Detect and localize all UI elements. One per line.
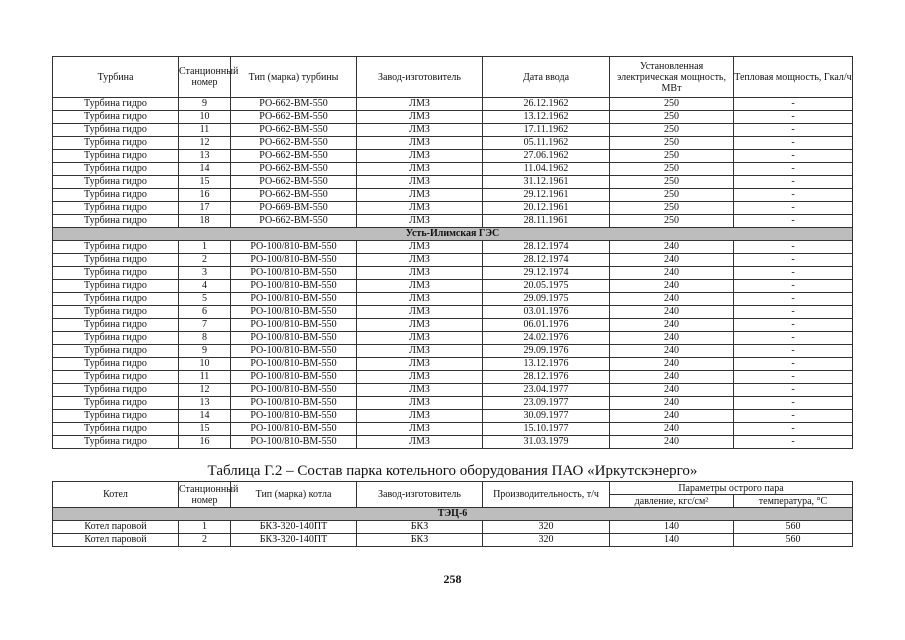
cell-station-number: 17 <box>179 202 231 215</box>
cell-boiler: Котел паровой <box>53 534 179 547</box>
cell-manufacturer: ЛМЗ <box>357 397 483 410</box>
cell-heat-capacity: - <box>734 215 853 228</box>
cell-station-number: 15 <box>179 423 231 436</box>
cell-turbine: Турбина гидро <box>53 215 179 228</box>
cell-type: РО-100/810-ВМ-550 <box>231 254 357 267</box>
cell-manufacturer: ЛМЗ <box>357 241 483 254</box>
section-row <box>53 228 853 241</box>
cell-commission-date: 03.01.1976 <box>483 306 610 319</box>
header-manufacturer: Завод-изготовитель <box>357 57 483 98</box>
cell-station-number: 9 <box>179 345 231 358</box>
cell-type: РО-100/810-ВМ-550 <box>231 384 357 397</box>
cell-type: РО-100/810-ВМ-550 <box>231 436 357 449</box>
table-row <box>53 423 853 436</box>
header-temperature: температура, °С <box>734 495 853 508</box>
cell-station-number: 16 <box>179 436 231 449</box>
cell-heat-capacity: - <box>734 306 853 319</box>
cell-turbine: Турбина гидро <box>53 306 179 319</box>
cell-type: РО-100/810-ВМ-550 <box>231 293 357 306</box>
cell-turbine: Турбина гидро <box>53 319 179 332</box>
table-row <box>53 189 853 202</box>
cell-manufacturer: ЛМЗ <box>357 137 483 150</box>
cell-commission-date: 30.09.1977 <box>483 410 610 423</box>
cell-type: РО-100/810-ВМ-550 <box>231 267 357 280</box>
cell-electric-capacity: 250 <box>610 111 734 124</box>
turbine-table <box>52 56 853 449</box>
cell-station-number: 2 <box>179 254 231 267</box>
cell-station-number: 2 <box>179 534 231 547</box>
cell-commission-date: 27.06.1962 <box>483 150 610 163</box>
cell-turbine: Турбина гидро <box>53 345 179 358</box>
cell-manufacturer: ЛМЗ <box>357 202 483 215</box>
cell-heat-capacity: - <box>734 293 853 306</box>
cell-turbine: Турбина гидро <box>53 410 179 423</box>
cell-commission-date: 13.12.1976 <box>483 358 610 371</box>
cell-station-number: 6 <box>179 306 231 319</box>
cell-type: РО-662-ВМ-550 <box>231 111 357 124</box>
cell-electric-capacity: 240 <box>610 384 734 397</box>
header-heat-capacity: Тепловая мощность, Гкал/ч <box>734 57 853 98</box>
cell-commission-date: 23.09.1977 <box>483 397 610 410</box>
cell-heat-capacity: - <box>734 436 853 449</box>
cell-manufacturer: ЛМЗ <box>357 150 483 163</box>
cell-manufacturer: БКЗ <box>357 534 483 547</box>
table-row <box>53 176 853 189</box>
cell-turbine: Турбина гидро <box>53 332 179 345</box>
cell-manufacturer: ЛМЗ <box>357 306 483 319</box>
table-row <box>53 293 853 306</box>
cell-heat-capacity: - <box>734 189 853 202</box>
cell-electric-capacity: 240 <box>610 293 734 306</box>
cell-electric-capacity: 240 <box>610 254 734 267</box>
cell-station-number: 13 <box>179 150 231 163</box>
cell-station-number: 18 <box>179 215 231 228</box>
cell-commission-date: 28.12.1974 <box>483 241 610 254</box>
cell-manufacturer: ЛМЗ <box>357 254 483 267</box>
cell-station-number: 15 <box>179 176 231 189</box>
table-row <box>53 384 853 397</box>
cell-commission-date: 29.09.1976 <box>483 345 610 358</box>
header-boiler-type: Тип (марка) котла <box>231 482 357 508</box>
header-turbine: Турбина <box>53 57 179 98</box>
section-row <box>53 508 853 521</box>
cell-commission-date: 17.11.1962 <box>483 124 610 137</box>
cell-type: БКЗ-320-140ПТ <box>231 521 357 534</box>
boiler-table <box>52 481 853 547</box>
cell-type: РО-662-ВМ-550 <box>231 189 357 202</box>
cell-commission-date: 29.09.1975 <box>483 293 610 306</box>
cell-type: РО-662-ВМ-550 <box>231 215 357 228</box>
table-row <box>53 306 853 319</box>
table-row <box>53 124 853 137</box>
cell-type: РО-100/810-ВМ-550 <box>231 241 357 254</box>
header-pressure: давление, кгс/см² <box>610 495 734 508</box>
header-station-number: Станционный номер <box>179 57 231 98</box>
cell-type: РО-662-ВМ-550 <box>231 98 357 111</box>
cell-heat-capacity: - <box>734 163 853 176</box>
table-row <box>53 137 853 150</box>
cell-type: РО-100/810-ВМ-550 <box>231 332 357 345</box>
table-row <box>53 358 853 371</box>
cell-heat-capacity: - <box>734 397 853 410</box>
cell-commission-date: 31.12.1961 <box>483 176 610 189</box>
header-boiler: Котел <box>53 482 179 508</box>
cell-station-number: 9 <box>179 98 231 111</box>
cell-type: РО-662-ВМ-550 <box>231 163 357 176</box>
cell-turbine: Турбина гидро <box>53 384 179 397</box>
header-commission-date: Дата ввода <box>483 57 610 98</box>
cell-turbine: Турбина гидро <box>53 150 179 163</box>
cell-station-number: 11 <box>179 124 231 137</box>
cell-type: РО-662-ВМ-550 <box>231 176 357 189</box>
cell-electric-capacity: 240 <box>610 345 734 358</box>
cell-station-number: 10 <box>179 111 231 124</box>
cell-manufacturer: ЛМЗ <box>357 124 483 137</box>
cell-manufacturer: ЛМЗ <box>357 358 483 371</box>
cell-electric-capacity: 240 <box>610 306 734 319</box>
table-row <box>53 397 853 410</box>
cell-commission-date: 24.02.1976 <box>483 332 610 345</box>
cell-electric-capacity: 250 <box>610 215 734 228</box>
cell-type: РО-100/810-ВМ-550 <box>231 423 357 436</box>
cell-heat-capacity: - <box>734 241 853 254</box>
cell-commission-date: 06.01.1976 <box>483 319 610 332</box>
cell-turbine: Турбина гидро <box>53 241 179 254</box>
cell-station-number: 1 <box>179 241 231 254</box>
turbine-table-header <box>53 57 853 98</box>
cell-manufacturer: ЛМЗ <box>357 423 483 436</box>
cell-commission-date: 23.04.1977 <box>483 384 610 397</box>
table-row <box>53 410 853 423</box>
cell-station-number: 3 <box>179 267 231 280</box>
table-row <box>53 111 853 124</box>
boiler-table-header <box>53 482 853 495</box>
cell-turbine: Турбина гидро <box>53 280 179 293</box>
cell-electric-capacity: 250 <box>610 176 734 189</box>
cell-manufacturer: ЛМЗ <box>357 98 483 111</box>
cell-manufacturer: ЛМЗ <box>357 319 483 332</box>
cell-commission-date: 20.12.1961 <box>483 202 610 215</box>
cell-station-number: 1 <box>179 521 231 534</box>
cell-type: РО-100/810-ВМ-550 <box>231 397 357 410</box>
cell-electric-capacity: 240 <box>610 332 734 345</box>
cell-electric-capacity: 250 <box>610 98 734 111</box>
cell-electric-capacity: 240 <box>610 267 734 280</box>
cell-electric-capacity: 250 <box>610 124 734 137</box>
cell-turbine: Турбина гидро <box>53 397 179 410</box>
cell-station-number: 14 <box>179 410 231 423</box>
cell-heat-capacity: - <box>734 371 853 384</box>
table-row <box>53 436 853 449</box>
cell-manufacturer: ЛМЗ <box>357 176 483 189</box>
page-number: 258 <box>443 572 462 586</box>
cell-commission-date: 11.04.1962 <box>483 163 610 176</box>
cell-type: РО-100/810-ВМ-550 <box>231 319 357 332</box>
cell-station-number: 4 <box>179 280 231 293</box>
table-row <box>53 241 853 254</box>
cell-commission-date: 29.12.1974 <box>483 267 610 280</box>
cell-turbine: Турбина гидро <box>53 202 179 215</box>
cell-type: БКЗ-320-140ПТ <box>231 534 357 547</box>
cell-manufacturer: ЛМЗ <box>357 163 483 176</box>
cell-temperature: 560 <box>734 534 853 547</box>
cell-heat-capacity: - <box>734 319 853 332</box>
cell-station-number: 13 <box>179 397 231 410</box>
header-steam-params: Параметры острого пара <box>610 482 853 495</box>
cell-station-number: 12 <box>179 137 231 150</box>
cell-commission-date: 28.12.1974 <box>483 254 610 267</box>
cell-station-number: 16 <box>179 189 231 202</box>
cell-manufacturer: ЛМЗ <box>357 111 483 124</box>
cell-commission-date: 20.05.1975 <box>483 280 610 293</box>
cell-manufacturer: ЛМЗ <box>357 384 483 397</box>
cell-pressure: 140 <box>610 521 734 534</box>
cell-type: РО-662-ВМ-550 <box>231 137 357 150</box>
table-row <box>53 521 853 534</box>
table-row <box>53 267 853 280</box>
cell-type: РО-100/810-ВМ-550 <box>231 280 357 293</box>
cell-electric-capacity: 240 <box>610 358 734 371</box>
header-manufacturer: Завод-изготовитель <box>357 482 483 508</box>
cell-electric-capacity: 240 <box>610 319 734 332</box>
cell-electric-capacity: 250 <box>610 137 734 150</box>
cell-heat-capacity: - <box>734 423 853 436</box>
cell-station-number: 10 <box>179 358 231 371</box>
cell-turbine: Турбина гидро <box>53 124 179 137</box>
cell-turbine: Турбина гидро <box>53 98 179 111</box>
cell-turbine: Турбина гидро <box>53 163 179 176</box>
cell-heat-capacity: - <box>734 111 853 124</box>
table-row <box>53 254 853 267</box>
cell-heat-capacity: - <box>734 98 853 111</box>
cell-manufacturer: БКЗ <box>357 521 483 534</box>
cell-type: РО-100/810-ВМ-550 <box>231 410 357 423</box>
cell-manufacturer: ЛМЗ <box>357 189 483 202</box>
cell-electric-capacity: 240 <box>610 397 734 410</box>
cell-turbine: Турбина гидро <box>53 267 179 280</box>
cell-turbine: Турбина гидро <box>53 137 179 150</box>
cell-heat-capacity: - <box>734 280 853 293</box>
cell-manufacturer: ЛМЗ <box>357 436 483 449</box>
cell-turbine: Турбина гидро <box>53 189 179 202</box>
cell-type: РО-662-ВМ-550 <box>231 150 357 163</box>
cell-manufacturer: ЛМЗ <box>357 332 483 345</box>
table-row <box>53 215 853 228</box>
cell-manufacturer: ЛМЗ <box>357 280 483 293</box>
cell-heat-capacity: - <box>734 137 853 150</box>
cell-turbine: Турбина гидро <box>53 293 179 306</box>
table-row <box>53 163 853 176</box>
cell-electric-capacity: 240 <box>610 423 734 436</box>
cell-heat-capacity: - <box>734 358 853 371</box>
cell-heat-capacity: - <box>734 410 853 423</box>
cell-capacity: 320 <box>483 521 610 534</box>
cell-heat-capacity: - <box>734 384 853 397</box>
cell-station-number: 8 <box>179 332 231 345</box>
table-row <box>53 280 853 293</box>
cell-manufacturer: ЛМЗ <box>357 215 483 228</box>
cell-commission-date: 13.12.1962 <box>483 111 610 124</box>
cell-turbine: Турбина гидро <box>53 254 179 267</box>
cell-turbine: Турбина гидро <box>53 111 179 124</box>
cell-manufacturer: ЛМЗ <box>357 267 483 280</box>
cell-station-number: 5 <box>179 293 231 306</box>
cell-type: РО-100/810-ВМ-550 <box>231 358 357 371</box>
cell-heat-capacity: - <box>734 332 853 345</box>
cell-turbine: Турбина гидро <box>53 176 179 189</box>
cell-manufacturer: ЛМЗ <box>357 371 483 384</box>
header-station-number: Станционный номер <box>179 483 239 506</box>
table-row <box>53 371 853 384</box>
cell-capacity: 320 <box>483 534 610 547</box>
cell-commission-date: 26.12.1962 <box>483 98 610 111</box>
cell-turbine: Турбина гидро <box>53 358 179 371</box>
table-row <box>53 202 853 215</box>
table-row <box>53 332 853 345</box>
header-electric-capacity: Установленная электрическая мощность, МВт <box>610 57 734 98</box>
cell-electric-capacity: 240 <box>610 410 734 423</box>
table-row <box>53 319 853 332</box>
cell-type: РО-100/810-ВМ-550 <box>231 345 357 358</box>
section-label-ust-ilimsk: Усть-Илимская ГЭС <box>53 228 853 241</box>
cell-manufacturer: ЛМЗ <box>357 345 483 358</box>
cell-electric-capacity: 250 <box>610 202 734 215</box>
cell-heat-capacity: - <box>734 345 853 358</box>
cell-heat-capacity: - <box>734 176 853 189</box>
cell-commission-date: 28.11.1961 <box>483 215 610 228</box>
cell-type: РО-669-ВМ-550 <box>231 202 357 215</box>
cell-heat-capacity: - <box>734 150 853 163</box>
cell-station-number: 12 <box>179 384 231 397</box>
header-turbine-type: Тип (марка) турбины <box>231 57 357 98</box>
cell-turbine: Турбина гидро <box>53 423 179 436</box>
cell-type: РО-100/810-ВМ-550 <box>231 306 357 319</box>
cell-commission-date: 31.03.1979 <box>483 436 610 449</box>
cell-temperature: 560 <box>734 521 853 534</box>
cell-station-number: 7 <box>179 319 231 332</box>
table-row <box>53 150 853 163</box>
cell-turbine: Турбина гидро <box>53 436 179 449</box>
cell-heat-capacity: - <box>734 254 853 267</box>
cell-electric-capacity: 250 <box>610 163 734 176</box>
cell-manufacturer: ЛМЗ <box>357 293 483 306</box>
cell-heat-capacity: - <box>734 124 853 137</box>
cell-turbine: Турбина гидро <box>53 371 179 384</box>
cell-station-number: 11 <box>179 371 231 384</box>
cell-commission-date: 05.11.1962 <box>483 137 610 150</box>
cell-commission-date: 29.12.1961 <box>483 189 610 202</box>
table-caption: Таблица Г.2 – Состав парка котельного оборудования ПАО «Иркутскэнерго» <box>207 463 698 479</box>
cell-commission-date: 28.12.1976 <box>483 371 610 384</box>
cell-electric-capacity: 240 <box>610 280 734 293</box>
cell-pressure: 140 <box>610 534 734 547</box>
table-row <box>53 98 853 111</box>
cell-electric-capacity: 240 <box>610 436 734 449</box>
cell-electric-capacity: 250 <box>610 189 734 202</box>
cell-electric-capacity: 250 <box>610 150 734 163</box>
cell-boiler: Котел паровой <box>53 521 179 534</box>
cell-manufacturer: ЛМЗ <box>357 410 483 423</box>
table-row <box>53 534 853 547</box>
section-label-tec-6: ТЭЦ-6 <box>53 508 853 521</box>
cell-type: РО-662-ВМ-550 <box>231 124 357 137</box>
cell-electric-capacity: 240 <box>610 371 734 384</box>
cell-electric-capacity: 240 <box>610 241 734 254</box>
cell-type: РО-100/810-ВМ-550 <box>231 371 357 384</box>
cell-heat-capacity: - <box>734 202 853 215</box>
cell-commission-date: 15.10.1977 <box>483 423 610 436</box>
header-capacity: Производительность, т/ч <box>483 482 610 508</box>
cell-station-number: 14 <box>179 163 231 176</box>
cell-heat-capacity: - <box>734 267 853 280</box>
table-row <box>53 345 853 358</box>
